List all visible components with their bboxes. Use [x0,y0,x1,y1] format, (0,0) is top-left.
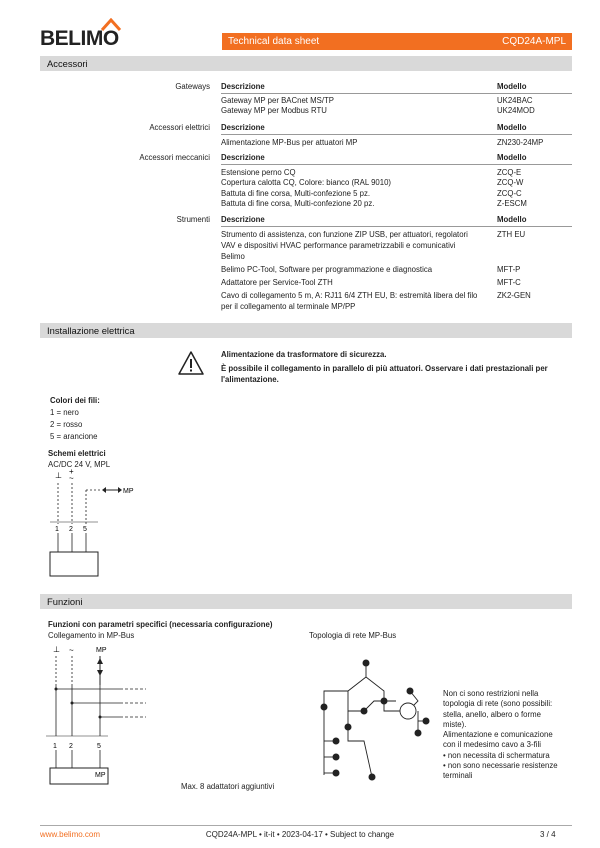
note-line: con il medesimo cavo a 3-fili [443,740,541,750]
wire-number: 1 [53,743,57,750]
accessory-desc: Battuta di fine corsa, Multi-confezione 5 pz. [221,189,371,198]
model-header: Modello [497,153,527,162]
note-line: • non necessita di schermatura [443,750,550,760]
accessory-desc: Belimo PC-Tool, Software per programmazione e diagnostica [221,265,433,274]
accessory-model: Z-ESCM [497,199,527,208]
mp-bus-diagram [40,640,160,785]
desc-header: Descrizione [221,153,265,162]
mp-label: MP [123,488,134,495]
wire-number: 2 [69,526,73,533]
wire-number: 1 [55,526,59,533]
doc-type: Technical data sheet [228,36,320,47]
accessory-desc: Belimo [221,252,245,261]
accessory-desc: Strumento di assistenza, con funzione ZIP USB, per attuatori, regolatori [221,230,468,239]
section-installazione: Installazione elettrica [40,323,572,338]
desc-header: Descrizione [221,123,265,132]
accessory-desc: Battuta di fine corsa, Multi-confezione 20 pz. [221,199,375,208]
header-model: CQD24A-MPL [502,36,566,47]
footer-doc-info: CQD24A-MPL • it-it • 2023-04-17 • Subject to change [205,830,395,839]
desc-header: Descrizione [221,82,265,91]
max-adapters: Max. 8 adattatori aggiuntivi [181,782,275,791]
note-line: • non sono necessarie resistenze [443,761,558,771]
accessory-model: ZCQ-W [497,178,524,187]
warning-text-2b: l'alimentazione. [221,375,279,384]
divider [221,134,572,135]
note-line: stella, anello, albero o forme [443,709,541,719]
topology-diagram [300,655,435,785]
note-line: Alimentazione e comunicazione [443,730,553,740]
model-header: Modello [497,215,527,224]
divider [221,93,572,94]
note-line: Non ci sono restrizioni nella [443,689,539,698]
warning-icon [178,350,204,376]
header-bar [222,33,572,50]
accessory-desc: Gateway MP per BACnet MS/TP [221,96,334,105]
note-line: topologia di rete (sono possibili: [443,699,553,709]
accessory-model: UK24BAC [497,96,533,105]
accessory-model: ZN230-24MP [497,138,544,147]
tilde-symbol: ~ [69,646,74,655]
accessory-desc: Estensione perno CQ [221,168,296,177]
schemi-subtitle: AC/DC 24 V, MPL [48,460,111,469]
accessory-model: UK24MOD [497,106,535,115]
accessory-model: ZK2-GEN [497,291,531,300]
accessory-desc: Cavo di collegamento 5 m, A: RJ11 6/4 ZTH EU, B: estremità libera del filo [221,291,478,300]
left-caption: Collegamento in MP-Bus [48,631,135,640]
footer-divider [40,825,572,826]
note-line: terminali [443,771,473,781]
website-link[interactable]: www.belimo.com [40,830,101,839]
note-line: miste). [443,719,467,729]
section-accessori: Accessori [40,56,572,71]
minus-symbol: ⊥ [55,471,62,480]
accessory-desc: VAV e dispositivi HVAC performance parametrizzabili e comunicativi [221,241,456,250]
plus-symbol: + [69,467,74,476]
section-funzioni: Funzioni [40,594,572,609]
warning-text-1: Alimentazione da trasformatore di sicurezza. [221,350,387,359]
category-gateways: Gateways [175,82,210,91]
right-caption: Topologia di rete MP-Bus [309,631,397,640]
divider [221,226,572,227]
page-number: 3 / 4 [540,830,556,839]
wiring-diagram [40,466,150,582]
model-header: Modello [497,82,527,91]
wire-color-2: 2 = rosso [50,420,83,429]
accessory-desc: Copertura calotta CQ, Colore: bianco (RAL 9010) [221,178,392,187]
accessory-model: MFT-C [497,278,521,287]
wire-colors-title: Colori dei fili: [50,396,100,405]
model-header: Modello [497,123,527,132]
mp-box-label: MP [95,772,106,779]
topology-notes [443,689,558,782]
wire-number: 5 [83,526,87,533]
logo-mark-icon [100,18,122,32]
category-strumenti: Strumenti [176,215,210,224]
accessory-model: ZTH EU [497,230,526,239]
accessory-model: MFT-P [497,265,521,274]
accessory-desc: Adattatore per Service-Tool ZTH [221,278,333,287]
desc-header: Descrizione [221,215,265,224]
accessory-desc: Alimentazione MP-Bus per attuatori MP [221,138,358,147]
accessory-model: ZCQ-C [497,189,522,198]
mp-label: MP [96,647,107,654]
accessory-desc: per il collegamento al terminale MP/PP [221,302,356,311]
brand-logo: BELIMO [40,27,119,50]
category-meccanici: Accessori meccanici [139,153,210,162]
wire-color-1: 1 = nero [50,408,79,417]
wire-number: 2 [69,743,73,750]
schemi-title: Schemi elettrici [48,449,106,458]
accessory-desc: Gateway MP per Modbus RTU [221,106,327,115]
wire-color-5: 5 = arancione [50,432,98,441]
funzioni-subtitle: Funzioni con parametri specifici (necessaria configurazione) [48,620,273,629]
category-elettrici: Accessori elettrici [149,123,210,132]
minus-symbol: ⊥ [53,645,60,654]
accessory-model: ZCQ-E [497,168,522,177]
warning-text-2: È possibile il collegamento in parallelo di più attuatori. Osservare i dati prestazionali per [221,364,548,373]
wire-number: 5 [97,743,101,750]
divider [221,164,572,165]
tilde-symbol: ~ [69,474,74,483]
